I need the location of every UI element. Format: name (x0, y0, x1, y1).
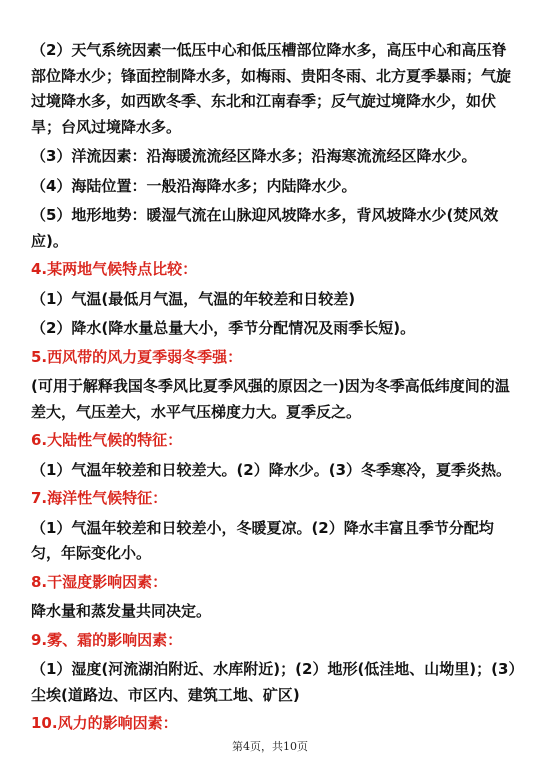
paragraph-temperature: （1）气温(最低月气温，气温的年较差和日较差) (31, 289, 356, 308)
heading-westerlies: 5.西风带的风力夏季弱冬季强： (31, 347, 243, 366)
paragraph-weather-systems: （2）天气系统因素一低压中心和低压槽部位降水多，高压中心和高压脊部位降水少；锋面控制降水多，如梅雨、贵阳冬雨、北方夏季暴雨；气旋过境降水多，如西欧冬季、东北和江南春季；反气旋过境降水少，如伏旱；台风过境降水多。 (31, 41, 512, 136)
page-number: 第4页，共10页 (232, 740, 308, 753)
paragraph-westerlies: (可用于解释我国冬季风比夏季风强的原因之一)因为冬季高低纬度间的温差大，气压差大，水平气压梯度力大。夏季反之。 (31, 377, 510, 421)
paragraph-precipitation: （2）降水(降水量总量大小，季节分配情况及雨季长短)。 (31, 319, 416, 337)
heading-continental-climate: 6.大陆性气候的特征： (31, 431, 183, 449)
paragraph-continental-climate: （1）气温年较差和日较差大。(2）降水少。(3）冬季寒冷，夏季炎热。 (31, 460, 512, 479)
heading-oceanic-climate: 7.海洋性气候特征： (31, 489, 168, 507)
paragraph-land-sea-position: （4）海陆位置：一般沿海降水多；内陆降水少。 (31, 176, 357, 195)
heading-fog-frost: 9.雾、霜的影响因素： (31, 630, 183, 649)
document-body (31, 38, 517, 737)
paragraph-humidity: 降水量和蒸发量共同决定。 (31, 602, 212, 620)
heading-climate-comparison: 4.某两地气候特点比较： (31, 260, 198, 278)
paragraph-oceanic-climate: （1）气温年较差和日较差小，冬暖夏凉。(2）降水丰富且季节分配均匀，年际变化小。 (31, 518, 494, 562)
heading-wind-force: 10.风力的影响因素： (31, 714, 178, 732)
paragraph-ocean-currents: （3）洋流因素：沿海暖流流经区降水多；沿海寒流流经区降水少。 (31, 147, 477, 165)
heading-humidity: 8.干湿度影响因素： (31, 572, 168, 591)
paragraph-terrain: （5）地形地势：暖湿气流在山脉迎风坡降水多，背风坡降水少(焚风效应)。 (31, 206, 499, 250)
paragraph-fog-frost: （1）湿度(河流湖泊附近、水库附近)；(2）地形(低洼地、山坳里)；(3）尘埃(道路边、市区内、建筑工地、矿区) (31, 660, 516, 704)
